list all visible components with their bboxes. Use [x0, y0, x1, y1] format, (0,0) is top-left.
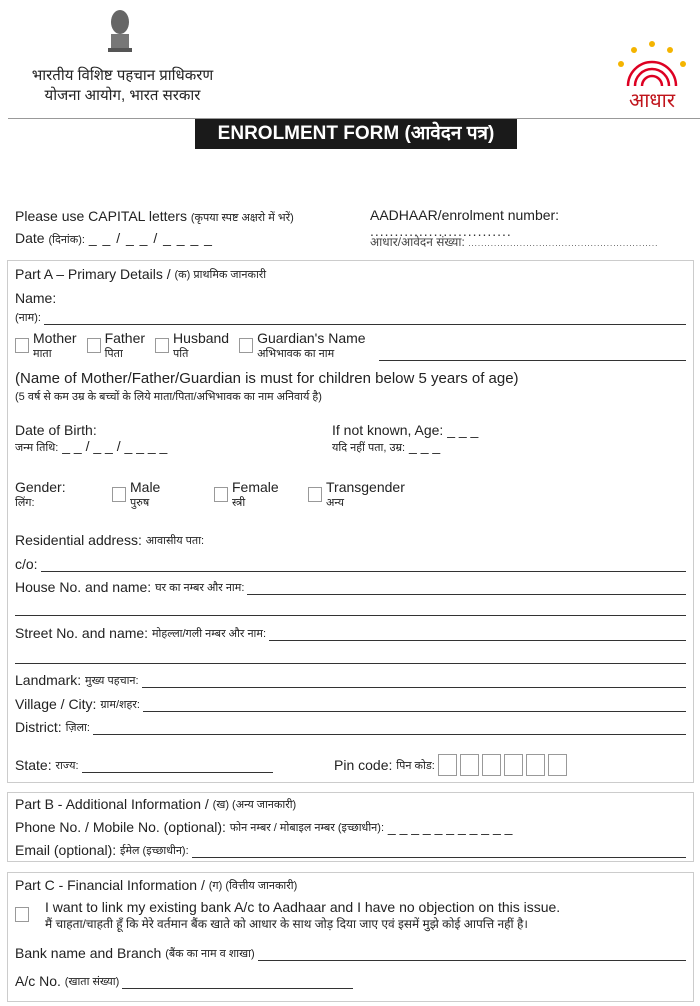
capital-instruction: Please use CAPITAL letters (कृपया स्पष्ट अक्षरो में भरें) [15, 208, 294, 224]
email-field[interactable]: Email (optional): ईमेल (इच्छाधीन): [15, 842, 686, 858]
phone-field[interactable]: Phone No. / Mobile No. (optional): फोन नम्बर / मोबाइल नम्बर (इच्छाधीन): _ _ _ _ _ _ _ _ _ _ _ [15, 819, 513, 835]
village-field[interactable]: Village / City: ग्राम/शहर: [15, 696, 686, 712]
part-b-heading: Part B - Additional Information / (ख) (अन्य जानकारी) [15, 796, 297, 812]
bank-name-field[interactable]: Bank name and Branch (बैंक का नाम व शाखा) [15, 945, 686, 961]
relation-options [15, 330, 686, 361]
page-title: ENROLMENT FORM (आवेदन पत्र) [195, 119, 517, 149]
bank-link-consent-checkbox[interactable] [15, 907, 29, 922]
name-label: Name: [15, 290, 57, 306]
age-field[interactable]: If not known, Age: _ _ _ यदि नहीं पता, उम्र: _ _ _ [332, 422, 479, 454]
guardian-note: (Name of Mother/Father/Guardian is must for children below 5 years of age) [15, 370, 519, 387]
part-a-heading: Part A – Primary Details / (क) प्राथमिक जानकारी [15, 266, 267, 282]
house-field[interactable]: House No. and name: घर का नम्बर और नाम: [15, 579, 686, 595]
dob-field[interactable]: Date of Birth: जन्म तिथि: _ _ / _ _ / _ _ _ _ [15, 422, 168, 454]
aadhaar-logo: आधार [608, 38, 696, 108]
relation-name-field[interactable] [379, 347, 686, 361]
gender-female-checkbox[interactable]: Female स्त्री [214, 479, 279, 510]
date-field[interactable]: Date (दिनांक): _ _ / _ _ / _ _ _ _ [15, 230, 213, 246]
gender-male-checkbox[interactable]: Male पुरुष [112, 479, 160, 510]
account-number-field[interactable]: A/c No. (खाता संख्या) [15, 973, 353, 989]
national-emblem-icon [103, 8, 137, 60]
co-field[interactable]: c/o: [15, 556, 686, 572]
relation-mother-checkbox[interactable]: Mother माता [15, 330, 77, 361]
relation-husband-checkbox[interactable]: Husband पति [155, 330, 229, 361]
address-label: Residential address: आवासीय पता: [15, 532, 205, 548]
district-field[interactable]: District: ज़िला: [15, 719, 686, 735]
relation-guardian-checkbox[interactable]: Guardian's Name अभिभावक का नाम [239, 330, 366, 361]
bank-link-consent-text: I want to link my existing bank A/c to Aadhaar and I have no objection on this issue. मैं चाहता/चाहती हूँ कि मेरे वर्तमान बैंक खाते को आधार के साथ जोड़ दिया जाए एवं इसमें मुझे कोई आपत्ति नहीं है। [45, 899, 561, 931]
street-field[interactable]: Street No. and name: मोहल्ला/गली नम्बर और नाम: [15, 625, 686, 641]
pin-code-field[interactable]: Pin code: पिन कोड: [334, 754, 567, 776]
organisation-name: भारतीय विशिष्ट पहचान प्राधिकरण योजना आयोग, भारत सरकार [31, 67, 214, 104]
aadhaar-number-hi: आधार/आवेदन संख्या: ........................................................... [370, 235, 659, 249]
aadhaar-number-field[interactable]: AADHAAR/enrolment number: ............................. [370, 207, 560, 239]
gender-transgender-checkbox[interactable]: Transgender अन्य [308, 479, 405, 510]
street-field-extra[interactable] [15, 650, 686, 664]
relation-father-checkbox[interactable]: Father पिता [87, 330, 145, 361]
state-field[interactable]: State: राज्य: [15, 757, 273, 773]
part-c-heading: Part C - Financial Information / (ग) (वित्तीय जानकारी) [15, 877, 298, 893]
house-field-extra[interactable] [15, 602, 686, 616]
gender-label: Gender: लिंग: [15, 479, 66, 509]
name-field[interactable]: (नाम): [15, 310, 686, 325]
guardian-note-hi: (5 वर्ष से कम उम्र के बच्चों के लिये माता/पिता/अभिभावक का नाम अनिवार्य है) [15, 391, 322, 403]
landmark-field[interactable]: Landmark: मुख्य पहचान: [15, 672, 686, 688]
